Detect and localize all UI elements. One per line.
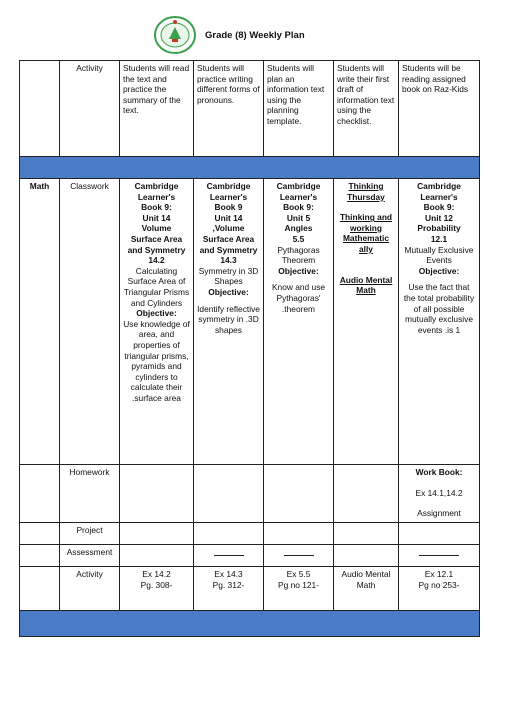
table-row xyxy=(20,523,480,545)
assessment-cell xyxy=(120,545,194,567)
subject-cell-empty xyxy=(20,545,60,567)
classwork-day3: Cambridge Learner's :Book 9 Unit 5 Angles 5.5 Pythagoras Theorem :Objective Know and use Pythagoras' .theorem xyxy=(264,179,334,465)
subject-cell-empty xyxy=(20,465,60,523)
project-cell xyxy=(264,523,334,545)
assessment-cell xyxy=(194,545,264,567)
row-label-project: Project xyxy=(60,523,120,545)
assessment-cell xyxy=(399,545,480,567)
table-row xyxy=(20,61,480,157)
math-activity-cell: Ex 14.3 Pg. 312- xyxy=(194,567,264,611)
classwork-day1: Cambridge Learner's :Book 9 Unit 14 Volume Surface Area and Symmetry 14.2 Calculating Surface Area of Triangular Prisms and Cylinders :Objective Use knowledge of area, and properties of triangular prisms, pyramids and cylinders to calculate their .surface area xyxy=(120,179,194,465)
subject-cell-empty xyxy=(20,567,60,611)
row-label-assessment: Assessment xyxy=(60,545,120,567)
blank-line xyxy=(284,547,314,556)
separator-band xyxy=(20,157,480,179)
weekly-plan-table xyxy=(19,60,480,637)
row-label-classwork: Classwork xyxy=(60,179,120,465)
school-logo-icon xyxy=(152,12,198,56)
row-label-activity: Activity xyxy=(60,567,120,611)
row-label-activity: Activity xyxy=(60,61,120,157)
math-activity-cell: Audio Mental Math xyxy=(334,567,399,611)
subject-cell-empty xyxy=(20,523,60,545)
blank-line xyxy=(214,547,244,556)
project-cell xyxy=(120,523,194,545)
project-cell xyxy=(399,523,480,545)
activity-cell: Students will practice writing different forms of pronouns. xyxy=(194,61,264,157)
math-activity-cell: Ex 12.1 Pg no 253- xyxy=(399,567,480,611)
assessment-cell xyxy=(334,545,399,567)
activity-cell: Students will plan an information text using the planning template. xyxy=(264,61,334,157)
homework-cell xyxy=(120,465,194,523)
classwork-day5: Cambridge Learner's :Book 9 Unit 12 Probability 12.1 Mutually Exclusive Events :Objective Use the fact that the total probability of all possible mutually exclusive events .is 1 xyxy=(399,179,480,465)
row-label-homework: Homework xyxy=(60,465,120,523)
homework-cell xyxy=(334,465,399,523)
homework-cell xyxy=(264,465,334,523)
project-cell xyxy=(334,523,399,545)
subject-cell-empty xyxy=(20,61,60,157)
table-row xyxy=(20,465,480,523)
homework-day5: Work Book: Ex 14.1,14.2 Assignment xyxy=(399,465,480,523)
activity-cell: Students will read the text and practice the summary of the text. xyxy=(120,61,194,157)
separator-band-cell xyxy=(20,611,480,637)
table-row xyxy=(20,179,480,465)
separator-band-cell xyxy=(20,157,480,179)
page-title: Grade (8) Weekly Plan xyxy=(205,30,305,41)
homework-cell xyxy=(194,465,264,523)
math-activity-cell: Ex 5.5 Pg no 121- xyxy=(264,567,334,611)
subject-math: Math xyxy=(20,179,60,465)
activity-cell: Students will write their first draft of information text using the checklist. xyxy=(334,61,399,157)
assessment-cell xyxy=(264,545,334,567)
table-row xyxy=(20,567,480,611)
classwork-day2: Cambridge Learner's Book 9 Unit 14 Volume, Surface Area and Symmetry 14.3 Symmetry in 3D Shapes :Objective Identify reflective symmetry in .3D shapes xyxy=(194,179,264,465)
classwork-day4: Thinking Thursday Thinking and working Mathematic ally Audio Mental Math xyxy=(334,179,399,465)
separator-band xyxy=(20,611,480,637)
table-row xyxy=(20,545,480,567)
project-cell xyxy=(194,523,264,545)
activity-cell: Students will be reading assigned book on Raz-Kids xyxy=(399,61,480,157)
math-activity-cell: Ex 14.2 Pg. 308- xyxy=(120,567,194,611)
blank-line xyxy=(419,547,459,556)
